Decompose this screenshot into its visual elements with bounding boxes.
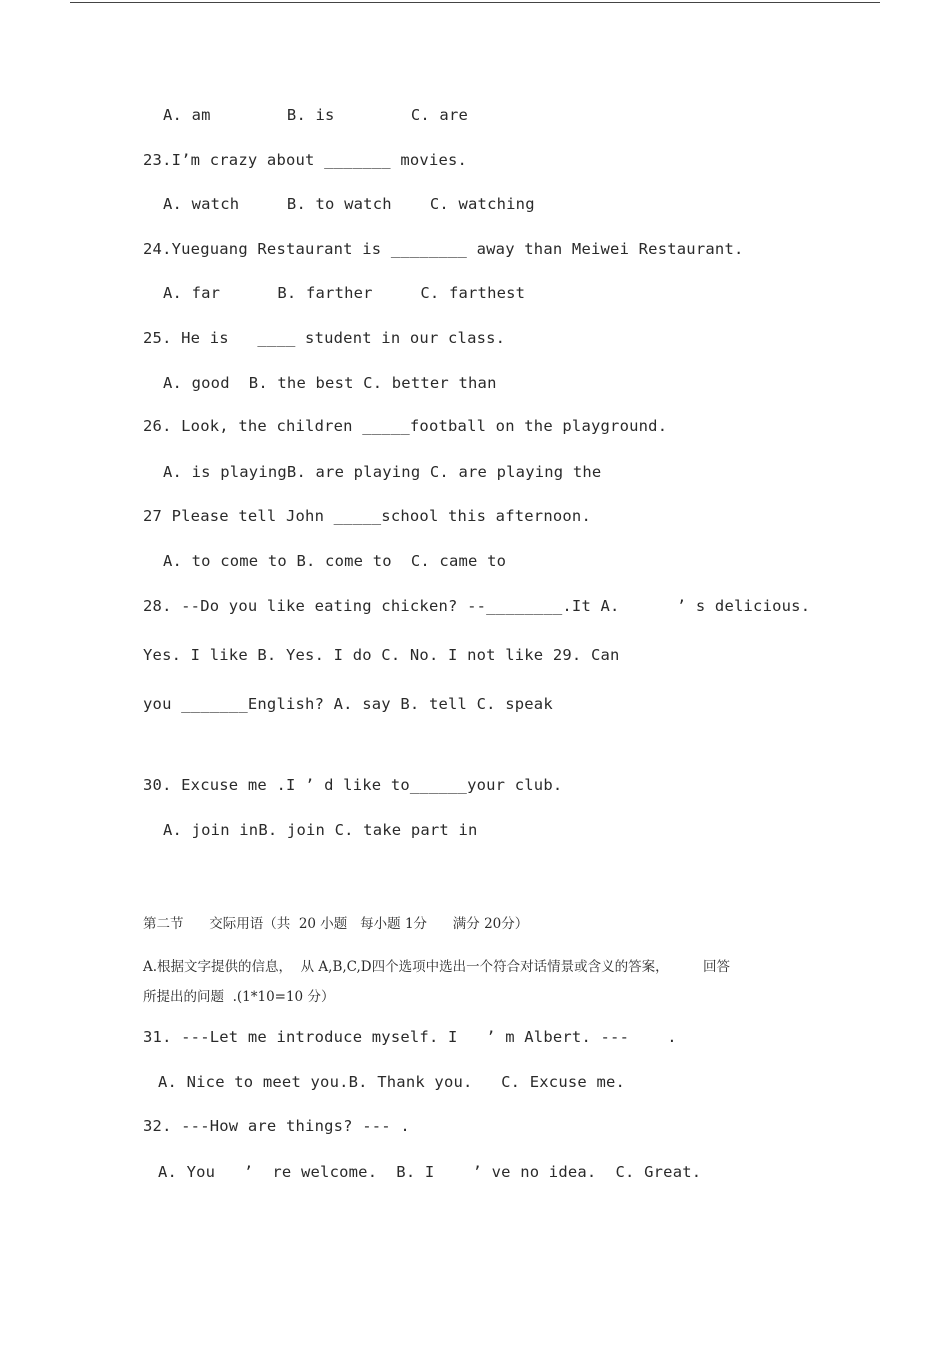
question-31: 31. ---Let me introduce myself. I ’ m Albert. --- . xyxy=(143,1028,677,1046)
options-32: A. You ’ re welcome. B. I ’ ve no idea. C. Great. xyxy=(158,1163,702,1181)
question-26: 26. Look, the children _____football on the playground. xyxy=(143,417,668,435)
question-29-options: you _______English? A. say B. tell C. speak xyxy=(143,695,553,713)
section-instruction: A.根据文字提供的信息， 从 A,B,C,D四个选项中选出一个符合对话情景或含义的答案， 回答 xyxy=(143,959,730,975)
question-24: 24.Yueguang Restaurant is ________ away than Meiwei Restaurant. xyxy=(143,240,744,258)
options-22: A. am B. is C. are xyxy=(163,106,469,124)
options-23: A. watch B. to watch C. watching xyxy=(163,195,535,213)
top-rule xyxy=(70,2,880,3)
options-24: A. far B. farther C. farthest xyxy=(163,284,526,302)
section-instruction-cont: 所提出的问题 .(1*10=10 分） xyxy=(143,989,335,1005)
question-28: 28. --Do you like eating chicken? --________.It A. ’ s delicious. xyxy=(143,597,811,615)
question-30: 30. Excuse me .I ’ d like to______your club. xyxy=(143,776,563,794)
options-25: A. good B. the best C. better than xyxy=(163,374,497,392)
options-26: A. is playingB. are playing C. are playing the xyxy=(163,463,602,481)
question-23: 23.I’m crazy about _______ movies. xyxy=(143,151,468,169)
question-27: 27 Please tell John _____school this afternoon. xyxy=(143,507,591,525)
section-heading: 第二节 交际用语（共 20 小题 每小题 1分 满分 20分） xyxy=(143,916,529,932)
question-32: 32. ---How are things? --- . xyxy=(143,1117,410,1135)
options-30: A. join inB. join C. take part in xyxy=(163,821,478,839)
options-28-question-29: Yes. I like B. Yes. I do C. No. I not like 29. Can xyxy=(143,646,620,664)
question-25: 25. He is ____ student in our class. xyxy=(143,329,506,347)
options-31: A. Nice to meet you.B. Thank you. C. Excuse me. xyxy=(158,1073,626,1091)
options-27: A. to come to B. come to C. came to xyxy=(163,552,507,570)
